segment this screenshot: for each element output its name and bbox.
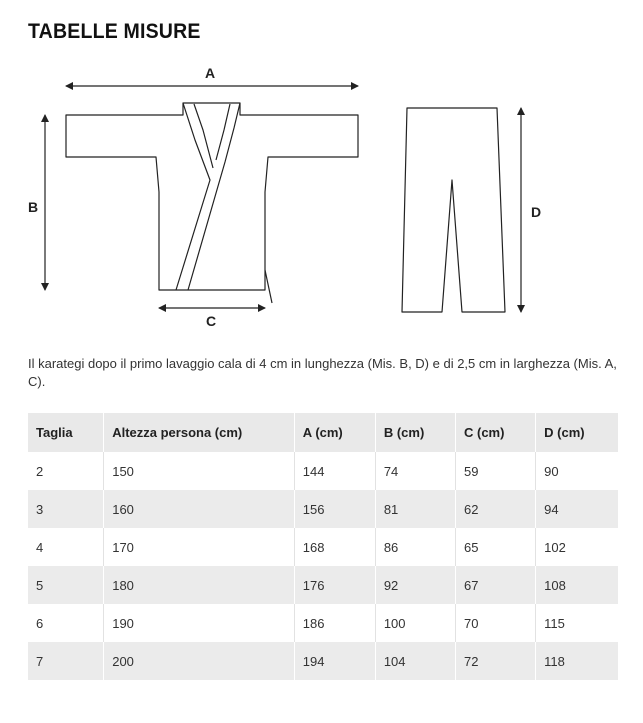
- header-altezza: Altezza persona (cm): [104, 413, 295, 452]
- dimension-b-label: B: [27, 199, 39, 215]
- table-row: [28, 528, 618, 566]
- cell-d: 118: [536, 642, 618, 680]
- cell-taglia: 3: [28, 490, 104, 528]
- table-row: [28, 642, 618, 680]
- cell-a: 156: [294, 490, 375, 528]
- header-d: D (cm): [536, 413, 618, 452]
- jacket-outline: [66, 103, 358, 303]
- cell-c: 67: [456, 566, 536, 604]
- cell-c: 72: [456, 642, 536, 680]
- cell-b: 81: [375, 490, 455, 528]
- cell-d: 115: [544, 615, 565, 631]
- cell-a: 194: [294, 642, 375, 680]
- table-row: [28, 566, 618, 604]
- cell-d: 90: [544, 463, 559, 479]
- shrinkage-note: Il karategi dopo il primo lavaggio cala di 4 cm in lunghezza (Mis. B, D) e di 2,5 cm in larghezza (Mis. A, C).: [28, 356, 617, 389]
- cell-c: 70: [456, 604, 536, 642]
- cell-b: 100: [375, 604, 455, 642]
- cell-altezza: 190: [104, 604, 295, 642]
- cell-altezza: 180: [104, 566, 295, 604]
- cell-c: 59: [456, 452, 536, 490]
- cell-taglia: 5: [28, 566, 104, 604]
- cell-altezza: 200: [104, 642, 295, 680]
- cell-altezza: 160: [104, 490, 295, 528]
- size-table: [28, 413, 618, 680]
- karategi-size-diagram: [0, 0, 643, 345]
- cell-a: 186: [294, 604, 375, 642]
- table-row: [28, 604, 618, 642]
- dimension-c-label: C: [205, 313, 217, 329]
- cell-a: 176: [294, 566, 375, 604]
- cell-b: 104: [375, 642, 455, 680]
- cell-taglia: 6: [28, 604, 104, 642]
- cell-altezza: 150: [104, 452, 295, 490]
- cell-b: 74: [375, 452, 455, 490]
- cell-d: 108: [536, 566, 618, 604]
- cell-taglia: 4: [28, 528, 104, 566]
- table-header-row: [28, 413, 618, 452]
- table-row: [28, 490, 618, 528]
- cell-b: 86: [375, 528, 455, 566]
- page-title: TABELLE MISURE: [28, 20, 201, 43]
- header-c: C (cm): [456, 413, 536, 452]
- table-row: [28, 452, 618, 490]
- dimension-a-label: A: [204, 65, 216, 81]
- cell-taglia: 2: [28, 452, 104, 490]
- pants-outline: [402, 108, 505, 312]
- header-a: A (cm): [294, 413, 375, 452]
- header-taglia: Taglia: [28, 413, 104, 452]
- cell-c: 65: [456, 528, 536, 566]
- dimension-d-label: D: [530, 204, 542, 220]
- cell-d: 102: [544, 539, 566, 555]
- header-b: B (cm): [375, 413, 455, 452]
- cell-a: 144: [294, 452, 375, 490]
- cell-taglia: 7: [28, 642, 104, 680]
- cell-d: 94: [536, 490, 618, 528]
- cell-b: 92: [375, 566, 455, 604]
- cell-altezza: 170: [104, 528, 295, 566]
- cell-a: 168: [294, 528, 375, 566]
- cell-c: 62: [456, 490, 536, 528]
